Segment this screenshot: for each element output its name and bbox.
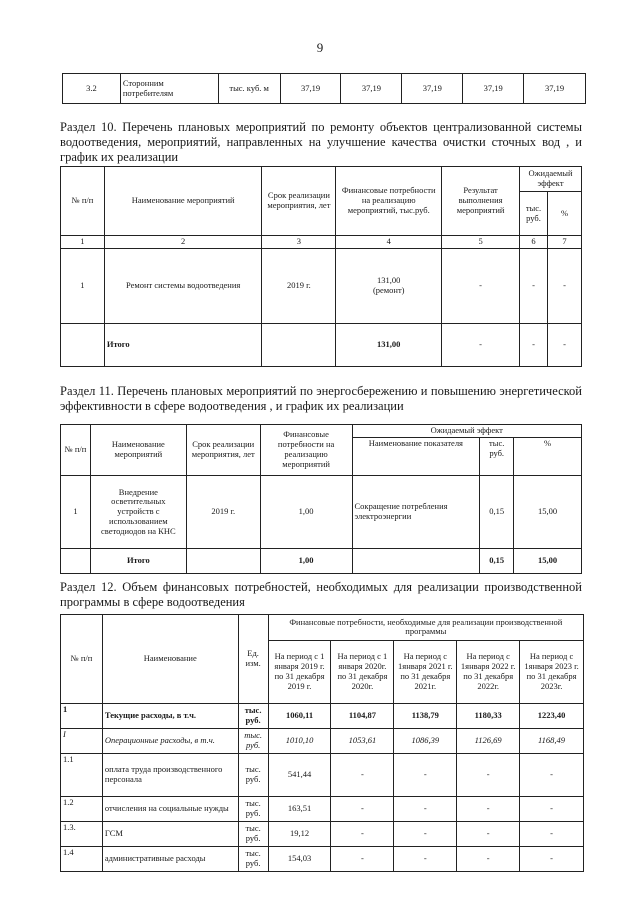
row-value: 1086,39 — [394, 729, 457, 754]
row-name: отчисления на социальные нужды — [102, 797, 238, 822]
table-cell: тыс. куб. м — [218, 74, 280, 104]
table-row — [61, 476, 582, 549]
row-value: 1010,10 — [268, 729, 331, 754]
header-effect: Ожидаемый эффект — [352, 425, 581, 438]
header-effect: Ожидаемый эффект — [520, 167, 582, 192]
header-finance: Финансовые потребности, необходимые для реализации производственной программы — [268, 615, 583, 641]
row-number: 1 — [61, 704, 103, 729]
section-10-heading: Раздел 10. Перечень плановых мероприятий по ремонту объектов централизованной системы водоотведения, мероприятий, направленных на улучшение качества очистки сточных вод , и график их реализации — [60, 120, 582, 164]
row-value: - — [457, 822, 520, 847]
total-row — [61, 323, 582, 366]
row-value: 1138,79 — [394, 704, 457, 729]
table-cell: 2019 г. — [186, 476, 260, 549]
header-indicator: Наименование показателя — [352, 438, 480, 476]
header-percent: % — [548, 192, 582, 236]
table-row — [63, 74, 586, 104]
row-value: 1104,87 — [331, 704, 394, 729]
table-cell: 37,19 — [280, 74, 341, 104]
table-cell: - — [520, 248, 548, 323]
header-period: На период с 1января 2021 г. по 31 декабря 2021г. — [394, 640, 457, 703]
table-row — [61, 797, 584, 822]
col-number: 1 — [61, 236, 105, 249]
row-unit: тыс. руб. — [238, 704, 268, 729]
row-value: - — [331, 797, 394, 822]
header-thousand-rub: тыс. руб. — [520, 192, 548, 236]
header-finance: Финансовые потребности на реализацию мероприятий, тыс.руб. — [336, 167, 442, 236]
row-value: - — [331, 754, 394, 797]
section-10-table — [60, 166, 582, 367]
row-number: 1.1 — [61, 754, 103, 797]
table-header-row — [61, 615, 584, 641]
row-name: административные расходы — [102, 847, 238, 872]
header-result: Результат выполнения мероприятий — [442, 167, 520, 236]
row-name: ГСМ — [102, 822, 238, 847]
continuation-table — [62, 73, 586, 104]
row-value: - — [331, 822, 394, 847]
table-header-row — [61, 167, 582, 192]
row-value: - — [457, 797, 520, 822]
total-value: 1,00 — [260, 549, 352, 574]
row-value: - — [394, 822, 457, 847]
header-num: № п/п — [61, 167, 105, 236]
header-num: № п/п — [61, 425, 91, 476]
table-row — [61, 704, 584, 729]
row-name: Операционные расходы, в т.ч. — [102, 729, 238, 754]
row-unit: тыс. руб. — [238, 822, 268, 847]
header-thousand-rub: тыс. руб. — [480, 438, 514, 476]
header-period: На период с 1января 2023 г. по 31 декабря 2023г. — [520, 640, 584, 703]
row-value: - — [520, 754, 584, 797]
total-row — [61, 549, 582, 574]
table-cell: - — [548, 323, 582, 366]
table-row — [61, 729, 584, 754]
section-11-heading: Раздел 11. Перечень плановых мероприятий по энергосбережению и повышению энергетической эффективности в сфере водоотведения , и график их реализации — [60, 384, 582, 413]
table-cell: - — [442, 323, 520, 366]
col-number: 3 — [262, 236, 336, 249]
table-cell: - — [548, 248, 582, 323]
table-cell — [336, 248, 442, 323]
total-value: 15,00 — [514, 549, 582, 574]
row-number: 1.4 — [61, 847, 103, 872]
table-cell: Сокращение потребления электроэнергии — [352, 476, 480, 549]
row-name: Текущие расходы, в т.ч. — [102, 704, 238, 729]
header-period: На период с 1января 2022 г. по 31 декабря 2022г. — [457, 640, 520, 703]
row-value: - — [394, 797, 457, 822]
row-value: - — [520, 847, 584, 872]
table-cell: 37,19 — [524, 74, 586, 104]
table-cell: Сторонним потребителям — [120, 74, 218, 104]
table-cell: 1,00 — [260, 476, 352, 549]
table-cell: 3.2 — [63, 74, 121, 104]
section-11-table — [60, 424, 582, 574]
table-cell: 0,15 — [480, 476, 514, 549]
row-value: - — [331, 847, 394, 872]
row-number: 1.3. — [61, 822, 103, 847]
table-row — [61, 847, 584, 872]
table-cell: Ремонт системы водоотведения — [104, 248, 262, 323]
table-row — [61, 822, 584, 847]
table-row — [61, 236, 582, 249]
table-cell: - — [520, 323, 548, 366]
header-name: Наименование — [102, 615, 238, 704]
table-cell: 1 — [61, 476, 91, 549]
table-cell — [262, 323, 336, 366]
row-name: оплата труда производственного персонала — [102, 754, 238, 797]
table-cell: Внедрение осветительных устройств с использованием светодиодов на КНС — [90, 476, 186, 549]
row-value: 1180,33 — [457, 704, 520, 729]
col-number: 7 — [548, 236, 582, 249]
row-value: - — [394, 847, 457, 872]
row-unit: тыс. руб. — [238, 847, 268, 872]
row-value: 1168,49 — [520, 729, 584, 754]
header-unit: Ед. изм. — [238, 615, 268, 704]
row-number: I — [61, 729, 103, 754]
finance-value: 131,00 — [377, 275, 401, 285]
col-number: 2 — [104, 236, 262, 249]
table-cell — [61, 549, 91, 574]
row-value: 1060,11 — [268, 704, 331, 729]
table-cell: 37,19 — [341, 74, 402, 104]
col-number: 4 — [336, 236, 442, 249]
row-value: 163,51 — [268, 797, 331, 822]
header-name: Наименование мероприятий — [104, 167, 262, 236]
header-term: Срок реализации мероприятия, лет — [186, 425, 260, 476]
total-value: 131,00 — [336, 323, 442, 366]
table-cell: - — [442, 248, 520, 323]
col-number: 5 — [442, 236, 520, 249]
header-num: № п/п — [61, 615, 103, 704]
total-label: Итого — [104, 323, 262, 366]
total-value: 0,15 — [480, 549, 514, 574]
row-value: 19,12 — [268, 822, 331, 847]
col-number: 6 — [520, 236, 548, 249]
table-row — [61, 248, 582, 323]
row-value: 1223,40 — [520, 704, 584, 729]
header-term: Срок реализации мероприятия, лет — [262, 167, 336, 236]
row-value: - — [520, 822, 584, 847]
table-header-row — [61, 425, 582, 438]
header-percent: % — [514, 438, 582, 476]
table-cell: 1 — [61, 248, 105, 323]
table-row — [61, 754, 584, 797]
row-value: 154,03 — [268, 847, 331, 872]
table-cell — [186, 549, 260, 574]
row-unit: тыс. руб. — [238, 797, 268, 822]
table-cell — [352, 549, 480, 574]
row-value: - — [457, 754, 520, 797]
row-number: 1.2 — [61, 797, 103, 822]
finance-note: (ремонт) — [372, 284, 405, 295]
row-value: 541,44 — [268, 754, 331, 797]
table-cell: 2019 г. — [262, 248, 336, 323]
header-period: На период с 1 января 2020г. по 31 декабря 2020г. — [331, 640, 394, 703]
section-12-heading: Раздел 12. Объем финансовых потребностей, необходимых для реализации производственной программы в сфере водоотведения — [60, 580, 582, 609]
page-number: 9 — [316, 40, 324, 55]
total-label: Итого — [90, 549, 186, 574]
table-cell: 37,19 — [463, 74, 524, 104]
row-unit: тыс. руб. — [238, 754, 268, 797]
section-12-table — [60, 614, 584, 872]
header-name: Наименование мероприятий — [90, 425, 186, 476]
row-unit: тыс. руб. — [238, 729, 268, 754]
row-value: - — [520, 797, 584, 822]
header-finance: Финансовые потребности на реализацию мероприятий — [260, 425, 352, 476]
table-cell — [61, 323, 105, 366]
table-cell: 15,00 — [514, 476, 582, 549]
row-value: 1053,61 — [331, 729, 394, 754]
row-value: - — [457, 847, 520, 872]
table-cell: 37,19 — [402, 74, 463, 104]
header-period: На период с 1 января 2019 г. по 31 декабря 2019 г. — [268, 640, 331, 703]
row-value: - — [394, 754, 457, 797]
row-value: 1126,69 — [457, 729, 520, 754]
